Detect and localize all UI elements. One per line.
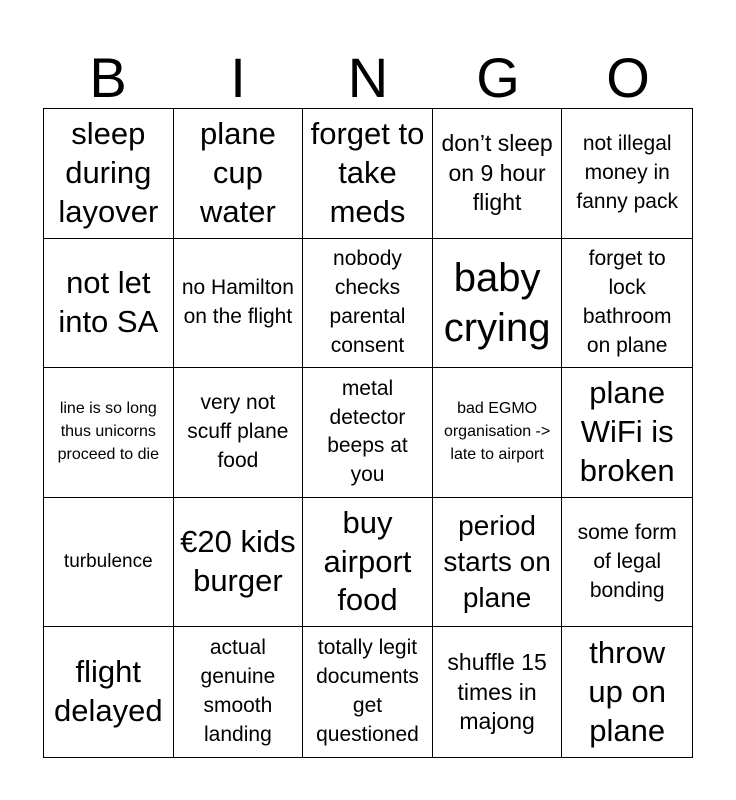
cell-label: period starts on plane bbox=[443, 509, 551, 614]
bingo-cell[interactable] bbox=[174, 498, 304, 628]
bingo-cell[interactable] bbox=[562, 498, 692, 628]
bingo-cell[interactable] bbox=[433, 627, 563, 757]
cell-label: forget to take meds bbox=[310, 116, 425, 229]
bingo-cell[interactable] bbox=[174, 109, 304, 239]
header-letter-g: G bbox=[476, 46, 520, 109]
bingo-cell[interactable] bbox=[562, 109, 692, 239]
bingo-cell[interactable] bbox=[433, 239, 563, 369]
bingo-cell[interactable] bbox=[44, 239, 174, 369]
bingo-cell[interactable] bbox=[174, 368, 304, 498]
bingo-cell[interactable] bbox=[433, 498, 563, 628]
bingo-cell[interactable] bbox=[44, 109, 174, 239]
bingo-cell[interactable] bbox=[44, 627, 174, 757]
cell-label: not illegal money in fanny pack bbox=[576, 131, 678, 213]
cell-label: buy airport food bbox=[323, 504, 412, 618]
bingo-cell[interactable] bbox=[303, 627, 433, 757]
bingo-cell[interactable] bbox=[562, 239, 692, 369]
bingo-header bbox=[43, 44, 693, 108]
cell-label: very not scuff plane food bbox=[187, 391, 289, 472]
cell-label: flight delayed bbox=[54, 654, 163, 729]
bingo-cell[interactable] bbox=[303, 239, 433, 369]
bingo-cell[interactable] bbox=[303, 368, 433, 498]
bingo-cell[interactable] bbox=[562, 368, 692, 498]
bingo-cell[interactable] bbox=[303, 498, 433, 628]
cell-label: plane cup water bbox=[199, 116, 276, 229]
header-letter-i: I bbox=[230, 46, 246, 109]
cell-label: not let into SA bbox=[58, 265, 159, 339]
bingo-cell[interactable] bbox=[174, 239, 304, 369]
bingo-cell[interactable] bbox=[433, 368, 563, 498]
bingo-board bbox=[43, 108, 693, 758]
bingo-cell[interactable] bbox=[303, 109, 433, 239]
cell-label: totally legit documents get questioned bbox=[316, 636, 419, 747]
cell-label: line is so long thus unicorns proceed to die bbox=[57, 400, 159, 463]
bingo-cell[interactable] bbox=[44, 498, 174, 628]
cell-label: plane WiFi is broken bbox=[579, 375, 675, 488]
cell-label: baby crying bbox=[443, 255, 551, 350]
cell-label: throw up on plane bbox=[588, 635, 666, 748]
cell-label: no Hamilton on the flight bbox=[181, 275, 294, 328]
cell-label: €20 kids burger bbox=[180, 524, 296, 599]
bingo-cell[interactable] bbox=[433, 109, 563, 239]
cell-label: metal detector beeps at you bbox=[327, 376, 408, 487]
cell-label: don’t sleep on 9 hour flight bbox=[441, 130, 553, 215]
cell-label: some form of legal bonding bbox=[577, 520, 677, 602]
cell-label: nobody checks parental consent bbox=[329, 246, 406, 357]
cell-label: forget to lock bathroom on plane bbox=[582, 246, 672, 357]
cell-label: bad EGMO organisation -> late to airport bbox=[443, 400, 551, 463]
bingo-cell[interactable] bbox=[174, 627, 304, 757]
cell-label: sleep during layover bbox=[58, 116, 159, 229]
header-letter-n: N bbox=[347, 46, 389, 109]
cell-label: actual genuine smooth landing bbox=[200, 636, 276, 747]
bingo-cell[interactable] bbox=[562, 627, 692, 757]
bingo-cell[interactable] bbox=[44, 368, 174, 498]
cell-label: turbulence bbox=[63, 551, 153, 573]
header-letter-o: O bbox=[606, 46, 650, 109]
cell-label: shuffle 15 times in majong bbox=[447, 649, 547, 734]
header-letter-b: B bbox=[89, 46, 127, 109]
